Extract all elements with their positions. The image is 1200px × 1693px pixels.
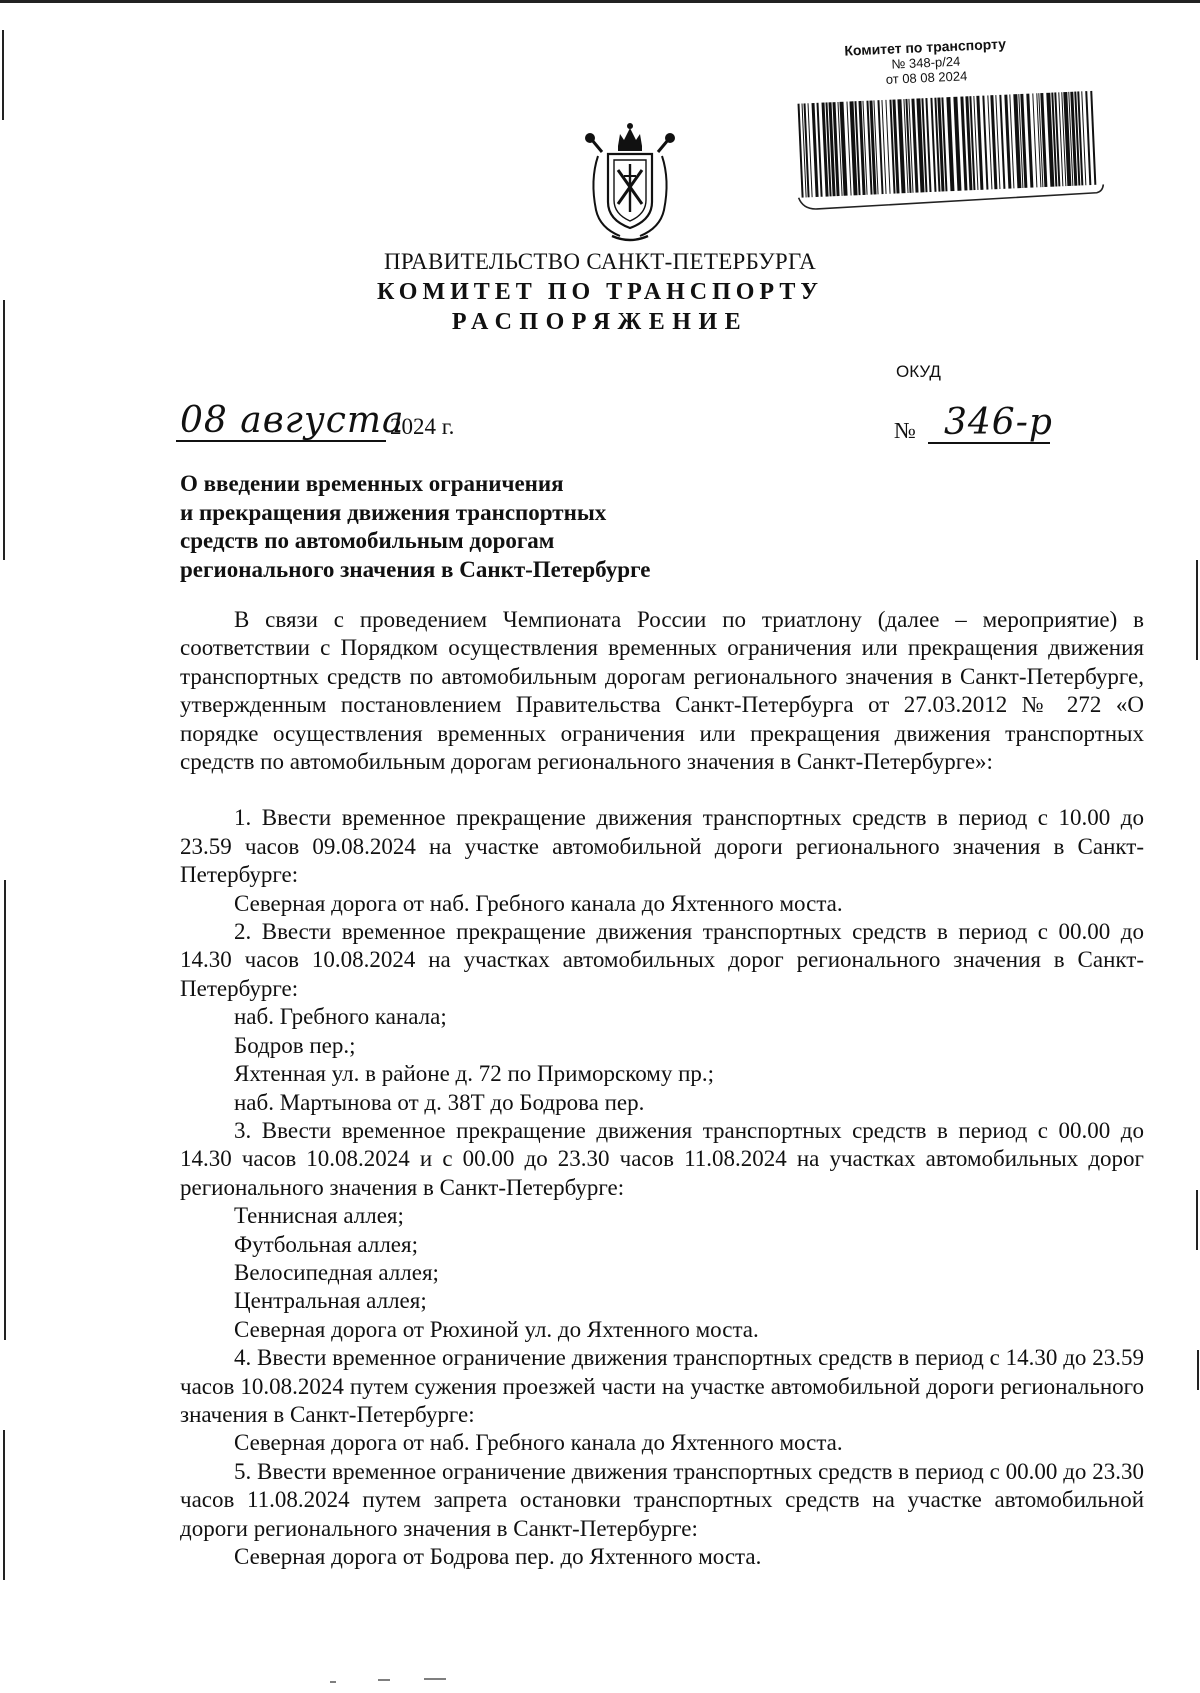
barcode-bar [953, 97, 961, 191]
scan-edge-left [2, 30, 4, 120]
scan-edge-right [1196, 560, 1198, 660]
scan-edge-right [1197, 1350, 1199, 1390]
road-item: Бодров пер.; [234, 1032, 356, 1058]
date-handwritten: 08 августа [180, 400, 405, 441]
title-line: О введении временных ограничения [180, 471, 564, 496]
barcode-bar [1013, 94, 1021, 188]
government-name: ПРАВИТЕЛЬСТВО САНКТ-ПЕТЕРБУРГА [383, 249, 817, 274]
committee-name: КОМИТЕТ ПО ТРАНСПОРТУ [377, 279, 823, 305]
barcode-bar [1020, 94, 1027, 188]
scan-edge-top [0, 0, 1200, 3]
road-item: Северная дорога от наб. Гребного канала до Яхтенного моста. [234, 890, 843, 916]
number-handwritten: 346-р [944, 402, 1053, 443]
clause-1: 1. Ввести временное прекращение движения транспортных средств в период с 10.00 до 23.59 часов 09.08.2024 на участке автомобильной дороги регионального значения в Санкт-Петербурге: [180, 805, 1144, 888]
barcode-bar [1040, 93, 1047, 187]
scan-edge-right [1196, 1190, 1198, 1250]
clause-2: 2. Ввести временное прекращение движения транспортных средств в период с 00.00 до 14.30 часов 10.08.2024 на участках автомобильных дорог регионального значения в Санкт-Петербурге: [180, 919, 1144, 1001]
road-item: Яхтенная ул. в районе д. 72 по Приморскому пр.; [234, 1061, 715, 1087]
road-item: Футбольная аллея; [234, 1231, 418, 1257]
document-number [894, 404, 1064, 454]
barcode-bar [1026, 94, 1033, 188]
scan-edge-left [3, 300, 5, 560]
clause-4: 4. Ввести временное ограничение движения транспортных средств в период с 14.30 до 23.59 часов 10.08.2024 путем сужения проезжей части на участке автомобильной дороги регионального значения в Санкт-Петербурге: [180, 1345, 1144, 1427]
number-underline [928, 442, 1050, 444]
document-type: РАСПОРЯЖЕНИЕ [451, 309, 749, 335]
road-item: Северная дорога от Бодрова пер. до Яхтенного моста. [234, 1544, 762, 1569]
road-item: Северная дорога от Рюхиной ул. до Яхтенного моста. [234, 1316, 759, 1342]
title-line: средств по автомобильным дорогам [180, 528, 555, 553]
registration-stamp [790, 33, 1097, 216]
date-underline [176, 440, 386, 442]
stamp-reg-number: № 348-р/24 [891, 53, 961, 72]
barcode-bar [839, 102, 847, 196]
road-item: Теннисная аллея; [234, 1203, 404, 1229]
title-line: и прекращения движения транспортных [180, 499, 607, 525]
stamp-reg-date: от 08 08 2024 [885, 68, 968, 87]
road-item: Центральная аллея; [234, 1288, 427, 1314]
barcode-bar [885, 100, 890, 194]
road-item: Велосипедная аллея; [234, 1259, 439, 1285]
road-item: наб. Мартынова от д. 38Т до Бодрова пер. [234, 1089, 645, 1115]
barcode-bar [982, 96, 988, 190]
barcode-bar [1090, 91, 1096, 185]
okud-label: ОКУД [896, 362, 941, 381]
scan-edge-left [3, 1430, 5, 1580]
number-sign: № [894, 418, 916, 443]
clause-5: 5. Ввести временное ограничение движения транспортных средств в период с 00.00 до 23.30 часов 11.08.2024 путем запрета остановки транспортных средств на участке автомобильной дороги регионального значения в Санкт-Петербурге: [180, 1458, 1144, 1541]
date-year: 2024 г. [390, 414, 455, 439]
coat-of-arms-emblem [568, 120, 692, 244]
title-line: регионального значения в Санкт-Петербурге [180, 556, 651, 582]
document-body [180, 606, 1144, 1571]
barcode-bar [1063, 92, 1071, 186]
scan-edge-left [4, 880, 6, 1340]
road-item: Северная дорога от наб. Гребного канала до Яхтенного моста. [234, 1430, 843, 1456]
scan-footer-marks [320, 1676, 480, 1686]
barcode-bar [1085, 91, 1091, 185]
barcode-bar [999, 95, 1005, 189]
clause-3: 3. Ввести временное прекращение движения транспортных средств в период с 00.00 до 14.30 часов 10.08.2024 и с 00.00 до 23.30 часов 11.08.2024 на участках автомобильных дорог регионального значения в Санкт-Петербурге: [180, 1117, 1144, 1200]
barcode-bar [1032, 93, 1037, 187]
road-item: наб. Гребного канала; [234, 1004, 447, 1030]
document-title [180, 470, 740, 584]
stamp-org: Комитет по транспорту [844, 35, 1007, 59]
preamble-paragraph: В связи с проведением Чемпионата России по триатлону (далее – мероприятие) в соответствии с Порядком осуществления временных ограничения или прекращения движения транспортных средств по автомобильным дорогам регионального значения в Санкт-Петербурге, утвержденным постановлением Правительства Санкт-Петербурга от 27.03.2012 № 272 «О порядке осуществления временных ограничения или прекращения движения транспортных средств по автомобильным дорогам регионального значения в Санкт-Петербурге»: [180, 607, 1144, 775]
document-date [176, 400, 476, 450]
barcode-bar [946, 97, 954, 191]
